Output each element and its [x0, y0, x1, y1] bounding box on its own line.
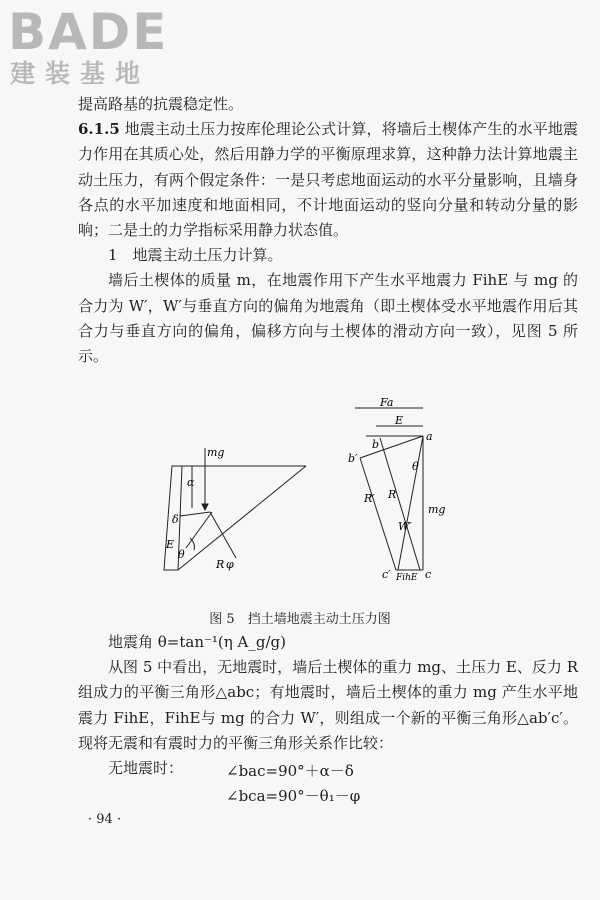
theta-arc	[190, 538, 195, 550]
label-r-right: R	[388, 488, 397, 501]
label-e-left: E	[166, 538, 175, 551]
page-number: · 94 ·	[88, 812, 122, 827]
label-no-earthquake: 无地震时：	[108, 759, 184, 778]
label-c-prime: c′	[382, 568, 391, 581]
formula-seismic-angle: 地震角 θ=tan⁻¹(η A_g/g)	[108, 633, 286, 651]
mg-arrowhead	[202, 504, 208, 510]
label-e-right: E	[395, 414, 404, 427]
logo-subtitle: 建装基地	[10, 59, 151, 88]
label-alpha: α	[187, 476, 195, 489]
paragraph-heading-1: 1 地震主动土压力计算。	[108, 246, 283, 265]
bottom-text-block	[78, 630, 578, 781]
label-r-left: R	[216, 558, 225, 571]
paragraph-6-1-5-text: 地震主动土压力按库伦理论公式计算，将墙后土楔体产生的水平地震力作用在其质心处，然后用静力学的平衡原理求算，这种静力法计算地震主动土压力，有两个假定条件：一是只考虑地面运动的水平分量影响，且墙身各点的水平加速度和地面相同，不计地面运动的竖向分量和转动分量的影响；二是土的力学指标采用静力状态值。	[78, 120, 578, 240]
label-b-prime: b′	[348, 452, 358, 465]
paragraph-soil-wedge: 墙后土楔体的质量 m，在地震作用下产生水平地震力 FihE 与 mg 的合力为 W′，W′与垂直方向的偏角为地震角（即土楔体受水平地震作用后其合力与垂直方向的偏角，偏移方向与土楔体的滑动方向一致），见图 5 所示。	[78, 271, 578, 366]
label-theta-right: θ	[412, 460, 419, 473]
figure-5-diagram	[150, 398, 470, 588]
slip-plane	[178, 466, 306, 570]
delta-line	[180, 512, 210, 516]
label-mg-left: mg	[207, 446, 225, 459]
label-r-prime: R′	[364, 492, 375, 505]
label-fa: Fa	[380, 398, 394, 409]
label-phi: φ	[226, 558, 234, 571]
label-delta: δ	[172, 513, 179, 526]
label-w-prime: W′	[398, 520, 412, 533]
paragraph-6-1-5	[78, 117, 578, 243]
label-mg-right: mg	[428, 503, 446, 516]
section-number: 6.1.5	[78, 120, 120, 139]
line-b-prime-a	[360, 436, 423, 458]
figure-caption: 图 5 挡土墙地震主动土压力图	[209, 612, 391, 627]
label-b: b	[372, 438, 380, 451]
w-prime-line	[398, 436, 423, 570]
equation-bac: ∠bac=90°＋α－δ	[226, 762, 354, 780]
e-force-arrow	[186, 512, 212, 548]
label-a: a	[426, 430, 433, 443]
bade-logo	[8, 4, 178, 90]
logo-brand-text: BADE	[8, 3, 169, 61]
label-c: c	[425, 568, 432, 581]
paragraph-comparison: 从图 5 中看出，无地震时，墙后土楔体的重力 mg、土压力 E、反力 R 组成力的平衡三角形△abc；有地震时，墙后土楔体的重力 mg 产生水平地震力 FihE，FihE与 mg 的合力 W′，则组成一个新的平衡三角形△ab′c′。现将无震和有震时力的平衡三角形关系作比较：	[78, 658, 578, 752]
label-fihe: FihE	[396, 573, 418, 583]
equation-bca: ∠bca=90°－θ₁－φ	[226, 787, 361, 805]
label-theta-left: θ	[178, 548, 185, 561]
paragraph-intro: 提高路基的抗震稳定性。	[78, 95, 244, 113]
r-prime-line	[360, 458, 396, 570]
r-force-arrow	[210, 512, 236, 558]
r-line	[380, 438, 420, 570]
top-text-block	[78, 92, 578, 369]
